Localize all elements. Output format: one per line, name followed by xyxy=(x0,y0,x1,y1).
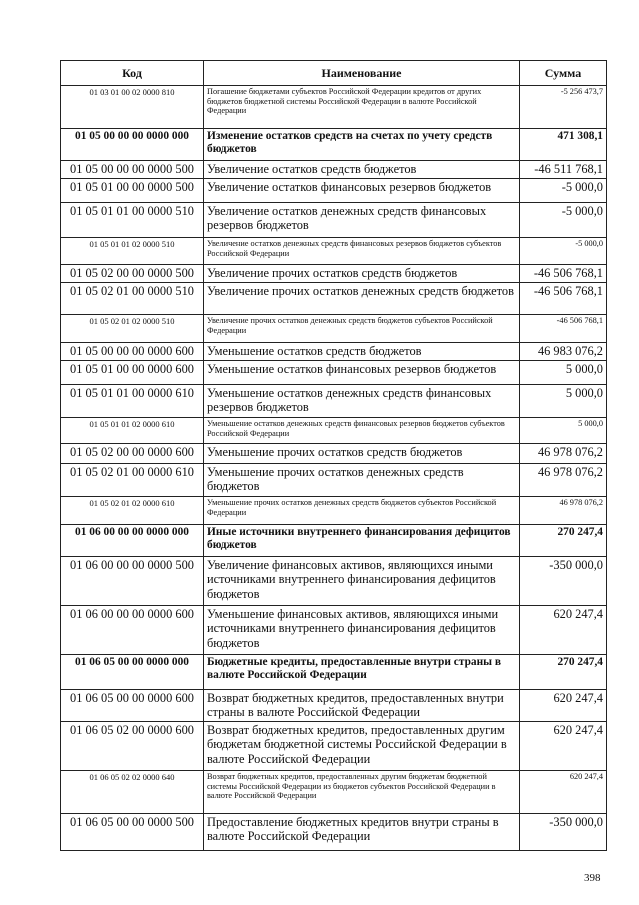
table-row xyxy=(61,655,607,690)
row-amount: 46 978 076,2 xyxy=(520,444,607,464)
row-amount: 5 000,0 xyxy=(520,361,607,385)
row-code: 01 06 05 00 00 0000 500 xyxy=(61,814,204,851)
table-row xyxy=(61,525,607,557)
row-amount: 620 247,4 xyxy=(520,690,607,722)
row-name: Бюджетные кредиты, предоставленные внутри страны в валюте Российской Федерации xyxy=(204,655,520,690)
row-name: Возврат бюджетных кредитов, предоставленных внутри страны в валюте Российской Федерации xyxy=(204,690,520,722)
row-name: Уменьшение прочих остатков средств бюджетов xyxy=(204,444,520,464)
row-amount: 5 000,0 xyxy=(520,385,607,418)
table-row xyxy=(61,497,607,525)
row-code: 01 05 02 00 00 0000 600 xyxy=(61,444,204,464)
row-amount: -350 000,0 xyxy=(520,557,607,606)
row-amount: -46 506 768,1 xyxy=(520,283,607,315)
row-name: Изменение остатков средств на счетах по учету средств бюджетов xyxy=(204,129,520,161)
table-row xyxy=(61,771,607,814)
row-code: 01 06 00 00 00 0000 000 xyxy=(61,525,204,557)
table-row xyxy=(61,315,607,343)
table-row xyxy=(61,418,607,444)
row-code: 01 05 02 01 00 0000 510 xyxy=(61,283,204,315)
row-code: 01 05 01 01 02 0000 610 xyxy=(61,418,204,444)
row-code: 01 05 01 00 00 0000 600 xyxy=(61,361,204,385)
table-row xyxy=(61,343,607,361)
row-amount: -5 256 473,7 xyxy=(520,86,607,129)
row-code: 01 05 00 00 00 0000 500 xyxy=(61,161,204,179)
table-row xyxy=(61,361,607,385)
page-number: 398 xyxy=(584,872,601,884)
table-row xyxy=(61,385,607,418)
row-code: 01 05 01 01 00 0000 610 xyxy=(61,385,204,418)
header-name: Наименование xyxy=(204,61,520,86)
row-name: Возврат бюджетных кредитов, предоставленных другим бюджетам бюджетной системы Российской Федерации из бюджетов субъектов Российской Федерации в валюте Российской Федерации xyxy=(204,771,520,814)
row-code: 01 06 05 02 00 0000 600 xyxy=(61,722,204,771)
row-code: 01 05 00 00 00 0000 600 xyxy=(61,343,204,361)
table-row xyxy=(61,129,607,161)
header-code: Код xyxy=(61,61,204,86)
header-amount: Сумма xyxy=(520,61,607,86)
row-name: Возврат бюджетных кредитов, предоставленных другим бюджетам бюджетной системы Российской Федерации в валюте Российской Федерации xyxy=(204,722,520,771)
row-code: 01 06 05 00 00 0000 000 xyxy=(61,655,204,690)
table-row xyxy=(61,557,607,606)
row-name: Увеличение остатков денежных средств финансовых резервов бюджетов xyxy=(204,203,520,238)
table-row xyxy=(61,690,607,722)
row-code: 01 06 05 00 00 0000 600 xyxy=(61,690,204,722)
row-name: Увеличение финансовых активов, являющихся иными источниками внутреннего финансирования дефицитов бюджетов xyxy=(204,557,520,606)
row-name: Предоставление бюджетных кредитов внутри страны в валюте Российской Федерации xyxy=(204,814,520,851)
row-name: Уменьшение остатков финансовых резервов бюджетов xyxy=(204,361,520,385)
row-name: Увеличение прочих остатков средств бюджетов xyxy=(204,265,520,283)
row-name: Уменьшение остатков денежных средств финансовых резервов бюджетов субъектов Российской Федерации xyxy=(204,418,520,444)
budget-sources-table xyxy=(60,60,607,851)
row-amount: 46 978 076,2 xyxy=(520,497,607,525)
table-row xyxy=(61,606,607,655)
row-code: 01 05 02 00 00 0000 500 xyxy=(61,265,204,283)
row-code: 01 05 01 00 00 0000 500 xyxy=(61,179,204,203)
row-amount: 270 247,4 xyxy=(520,655,607,690)
row-name: Увеличение прочих остатков денежных средств бюджетов xyxy=(204,283,520,315)
row-code: 01 05 02 01 00 0000 610 xyxy=(61,464,204,497)
row-amount: 270 247,4 xyxy=(520,525,607,557)
table-row xyxy=(61,444,607,464)
table-row xyxy=(61,464,607,497)
table-body xyxy=(61,86,607,851)
row-name: Увеличение остатков средств бюджетов xyxy=(204,161,520,179)
row-name: Уменьшение финансовых активов, являющихся иными источниками внутреннего финансирования дефицитов бюджетов xyxy=(204,606,520,655)
row-code: 01 05 02 01 02 0000 610 xyxy=(61,497,204,525)
row-amount: -46 506 768,1 xyxy=(520,265,607,283)
table-row xyxy=(61,814,607,851)
row-amount: -5 000,0 xyxy=(520,203,607,238)
row-name: Погашение бюджетами субъектов Российской Федерации кредитов от других бюджетов бюджетной системы Российской Федерации в валюте Российской Федерации xyxy=(204,86,520,129)
row-code: 01 03 01 00 02 0000 810 xyxy=(61,86,204,129)
row-name: Иные источники внутреннего финансирования дефицитов бюджетов xyxy=(204,525,520,557)
table-row xyxy=(61,722,607,771)
row-code: 01 05 02 01 02 0000 510 xyxy=(61,315,204,343)
table-row xyxy=(61,283,607,315)
row-name: Уменьшение остатков средств бюджетов xyxy=(204,343,520,361)
row-name: Уменьшение прочих остатков денежных средств бюджетов субъектов Российской Федерации xyxy=(204,497,520,525)
row-amount: -350 000,0 xyxy=(520,814,607,851)
row-code: 01 05 00 00 00 0000 000 xyxy=(61,129,204,161)
row-amount: -46 511 768,1 xyxy=(520,161,607,179)
row-code: 01 06 00 00 00 0000 600 xyxy=(61,606,204,655)
row-amount: -5 000,0 xyxy=(520,238,607,265)
row-name: Увеличение прочих остатков денежных средств бюджетов субъектов Российской Федерации xyxy=(204,315,520,343)
row-code: 01 06 00 00 00 0000 500 xyxy=(61,557,204,606)
row-amount: 620 247,4 xyxy=(520,722,607,771)
row-code: 01 05 01 01 00 0000 510 xyxy=(61,203,204,238)
row-amount: 5 000,0 xyxy=(520,418,607,444)
row-amount: -46 506 768,1 xyxy=(520,315,607,343)
row-name: Увеличение остатков денежных средств финансовых резервов бюджетов субъектов Российской Федерации xyxy=(204,238,520,265)
row-amount: -5 000,0 xyxy=(520,179,607,203)
table-row xyxy=(61,265,607,283)
table-header-row xyxy=(61,61,607,86)
row-name: Увеличение остатков финансовых резервов бюджетов xyxy=(204,179,520,203)
row-name: Уменьшение прочих остатков денежных средств бюджетов xyxy=(204,464,520,497)
table-row xyxy=(61,238,607,265)
table-row xyxy=(61,161,607,179)
row-amount: 620 247,4 xyxy=(520,771,607,814)
table-row xyxy=(61,203,607,238)
row-amount: 471 308,1 xyxy=(520,129,607,161)
row-amount: 46 978 076,2 xyxy=(520,464,607,497)
table-row xyxy=(61,179,607,203)
table-row xyxy=(61,86,607,129)
row-name: Уменьшение остатков денежных средств финансовых резервов бюджетов xyxy=(204,385,520,418)
row-amount: 620 247,4 xyxy=(520,606,607,655)
row-amount: 46 983 076,2 xyxy=(520,343,607,361)
row-code: 01 05 01 01 02 0000 510 xyxy=(61,238,204,265)
row-code: 01 06 05 02 02 0000 640 xyxy=(61,771,204,814)
